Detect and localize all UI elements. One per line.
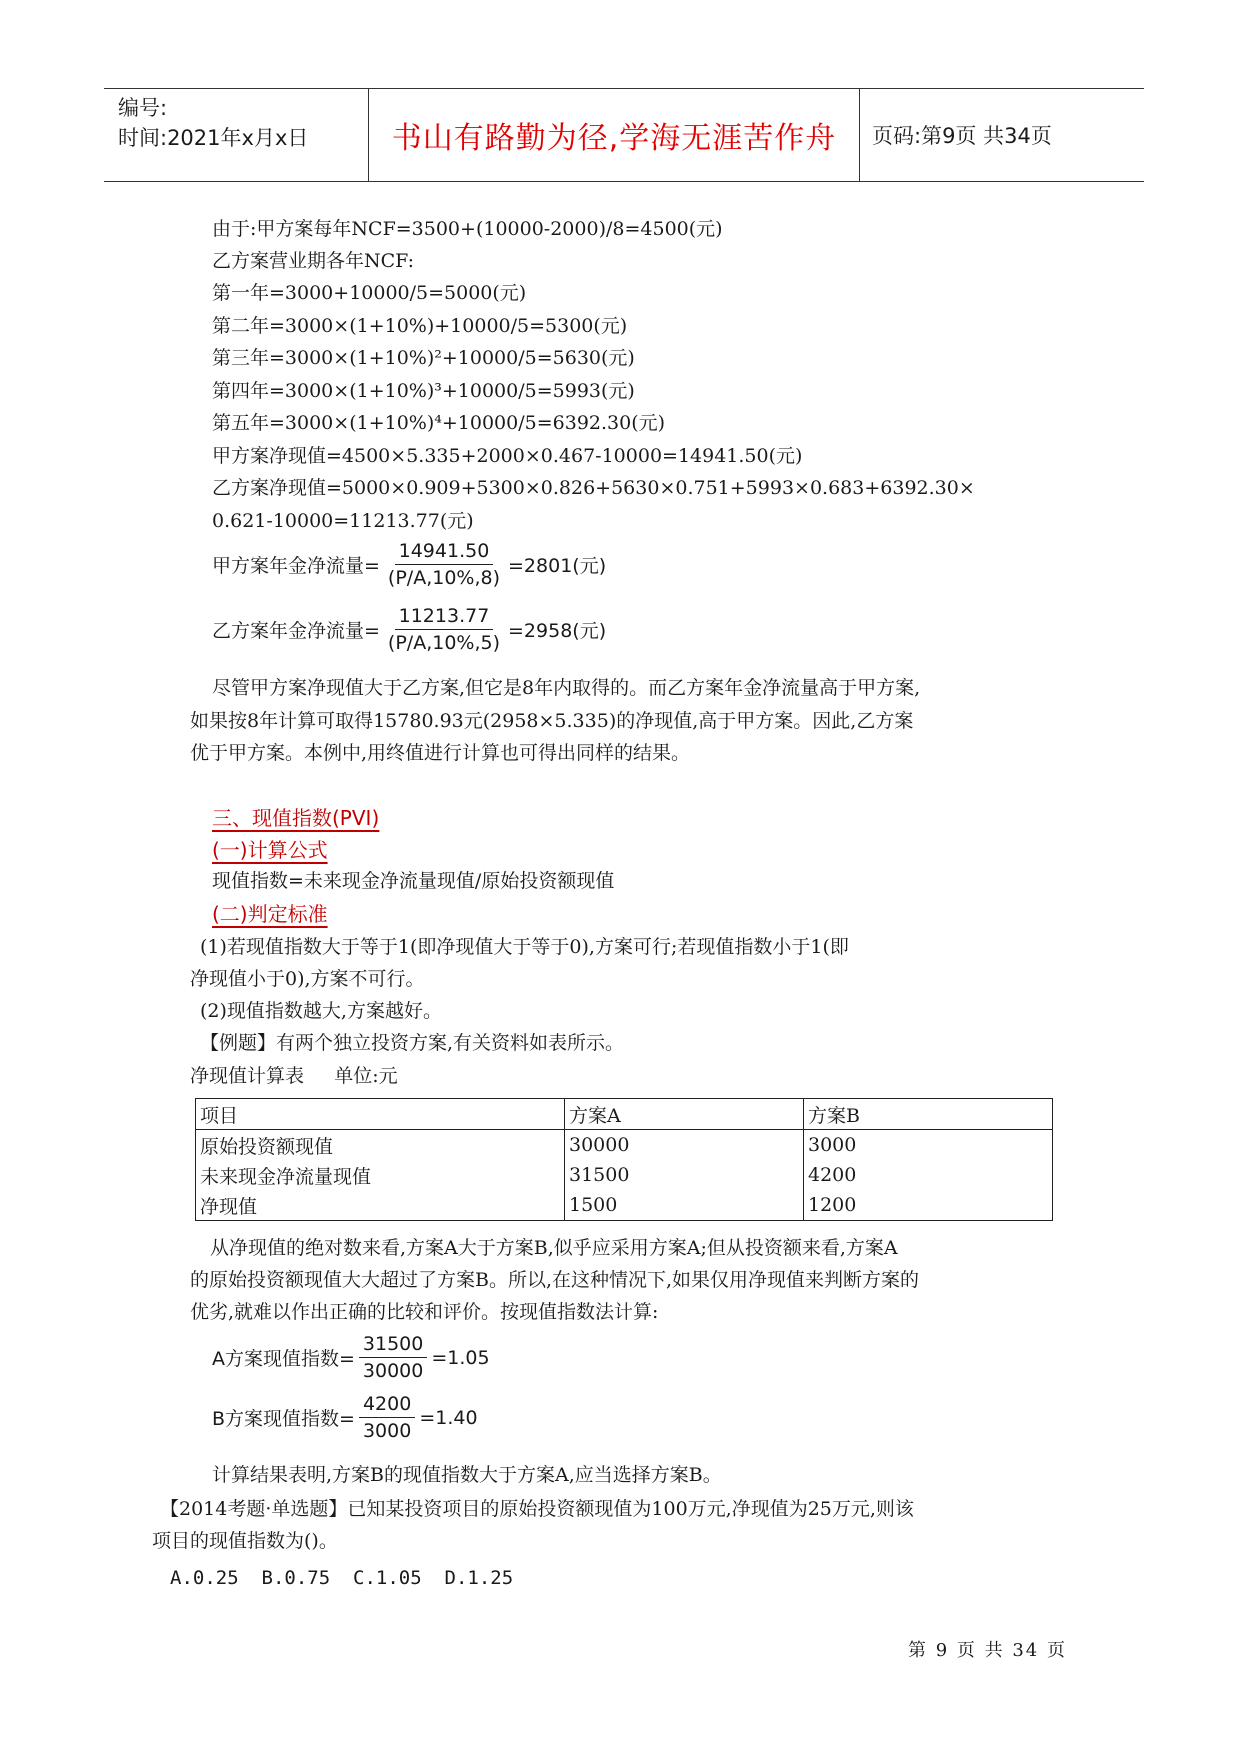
table-cell: 4200: [804, 1160, 1053, 1190]
answer-options: A.0.25 B.0.75 C.1.05 D.1.25: [170, 1567, 514, 1589]
section-heading-pvi: 三、现值指数(PVI): [212, 806, 380, 830]
header-motto: 书山有路勤为径,学海无涯苦作舟: [369, 89, 860, 181]
text-line: 由于:甲方案每年NCF=3500+(10000-2000)/8=4500(元): [212, 218, 723, 240]
paragraph-line: 从净现值的绝对数来看,方案A大于方案B,似乎应采用方案A;但从投资额来看,方案A: [210, 1237, 898, 1259]
paragraph-line: 的原始投资额现值大大超过了方案B。所以,在这种情况下,如果仅用净现值来判断方案的: [190, 1269, 920, 1291]
table-header-cell: 项目: [196, 1099, 565, 1130]
header-page-label: 页码:第9页 共34页: [872, 124, 1052, 148]
formula-result: =1.40: [419, 1406, 478, 1429]
text-line: 第五年=3000×(1+10%)⁴+10000/5=6392.30(元): [212, 412, 666, 434]
fraction: [384, 540, 504, 589]
table-caption: 净现值计算表 单位:元: [190, 1065, 398, 1087]
example-intro: 【例题】有两个独立投资方案,有关资料如表所示。: [200, 1032, 625, 1054]
fraction-numerator: 31500: [359, 1333, 427, 1358]
formula-result: =2801(元): [508, 555, 607, 577]
table-row: [196, 1160, 1053, 1190]
text-line: 第二年=3000×(1+10%)+10000/5=5300(元): [212, 315, 628, 337]
pvi-definition: 现值指数=未来现金净流量现值/原始投资额现值: [212, 870, 615, 892]
fraction: [384, 605, 504, 654]
formula-result: =1.05: [431, 1346, 490, 1369]
paragraph-line: 优劣,就难以作出正确的比较和评价。按现值指数法计算:: [190, 1301, 659, 1323]
formula-label: A方案现值指数=: [212, 1348, 355, 1370]
fraction: [359, 1393, 415, 1442]
page-header: [104, 88, 1144, 182]
table-cell: 3000: [804, 1130, 1053, 1161]
conclusion-line: 计算结果表明,方案B的现值指数大于方案A,应当选择方案B。: [212, 1464, 722, 1486]
table-cell: 1200: [804, 1190, 1053, 1221]
fraction-denominator: 30000: [362, 1360, 424, 1382]
question-line: 【2014考题·单选题】已知某投资项目的原始投资额现值为100万元,净现值为25万元,则该: [160, 1498, 914, 1520]
formula-b-annuity: [212, 605, 606, 654]
criteria-line: (2)现值指数越大,方案越好。: [200, 1000, 442, 1022]
table-cell: 31500: [565, 1160, 804, 1190]
formula-label: 乙方案年金净流量=: [212, 620, 380, 642]
header-meta: [104, 89, 369, 181]
text-line: 第四年=3000×(1+10%)³+10000/5=5993(元): [212, 380, 635, 402]
fraction: [359, 1333, 427, 1382]
paragraph-line: 如果按8年计算可取得15780.93元(2958×5.335)的净现值,高于甲方案。因此,乙方案: [190, 710, 914, 732]
page-footer: 第 9 页 共 34 页: [908, 1640, 1067, 1661]
question-line: 项目的现值指数为()。: [152, 1530, 338, 1552]
text-line: 第一年=3000+10000/5=5000(元): [212, 282, 527, 304]
paragraph-line: 尽管甲方案净现值大于乙方案,但它是8年内取得的。而乙方案年金净流量高于甲方案,: [212, 677, 921, 699]
table-cell: 净现值: [196, 1190, 565, 1221]
text-line: 甲方案净现值=4500×5.335+2000×0.467-10000=14941.50(元): [212, 445, 803, 467]
formula-a-annuity: [212, 540, 606, 589]
fraction-denominator: (P/A,10%,8): [387, 567, 501, 589]
table-cell: 原始投资额现值: [196, 1130, 565, 1161]
npv-table: [195, 1098, 1053, 1221]
subheading-criteria: (二)判定标准: [212, 902, 328, 926]
table-cell: 未来现金净流量现值: [196, 1160, 565, 1190]
table-cell: 30000: [565, 1130, 804, 1161]
fraction-numerator: 11213.77: [395, 605, 494, 630]
number-label: 编号:: [118, 96, 168, 120]
fraction-numerator: 14941.50: [395, 540, 494, 565]
formula-label: 甲方案年金净流量=: [212, 555, 380, 577]
criteria-line: (1)若现值指数大于等于1(即净现值大于等于0),方案可行;若现值指数小于1(即: [200, 936, 849, 958]
text-line: 第三年=3000×(1+10%)²+10000/5=5630(元): [212, 347, 635, 369]
fraction-denominator: (P/A,10%,5): [387, 632, 501, 654]
formula-label: B方案现值指数=: [212, 1408, 355, 1430]
paragraph-line: 优于甲方案。本例中,用终值进行计算也可得出同样的结果。: [190, 742, 691, 764]
criteria-line: 净现值小于0),方案不可行。: [190, 968, 425, 990]
formula-pvi-a: [212, 1333, 490, 1382]
text-line: 乙方案营业期各年NCF:: [212, 250, 415, 272]
table-header-cell: 方案B: [804, 1099, 1053, 1130]
subheading-formula: (一)计算公式: [212, 838, 328, 862]
table-header-row: [196, 1099, 1053, 1130]
table-row: [196, 1130, 1053, 1161]
time-label: 时间:2021年x月x日: [118, 126, 309, 150]
table-header-cell: 方案A: [565, 1099, 804, 1130]
table-row: [196, 1190, 1053, 1221]
formula-pvi-b: [212, 1393, 478, 1442]
text-line: 乙方案净现值=5000×0.909+5300×0.826+5630×0.751+5993×0.683+6392.30×: [212, 477, 975, 499]
text-line: 0.621-10000=11213.77(元): [212, 510, 474, 532]
formula-result: =2958(元): [508, 620, 607, 642]
fraction-denominator: 3000: [362, 1420, 412, 1442]
table-cell: 1500: [565, 1190, 804, 1221]
fraction-numerator: 4200: [359, 1393, 415, 1418]
